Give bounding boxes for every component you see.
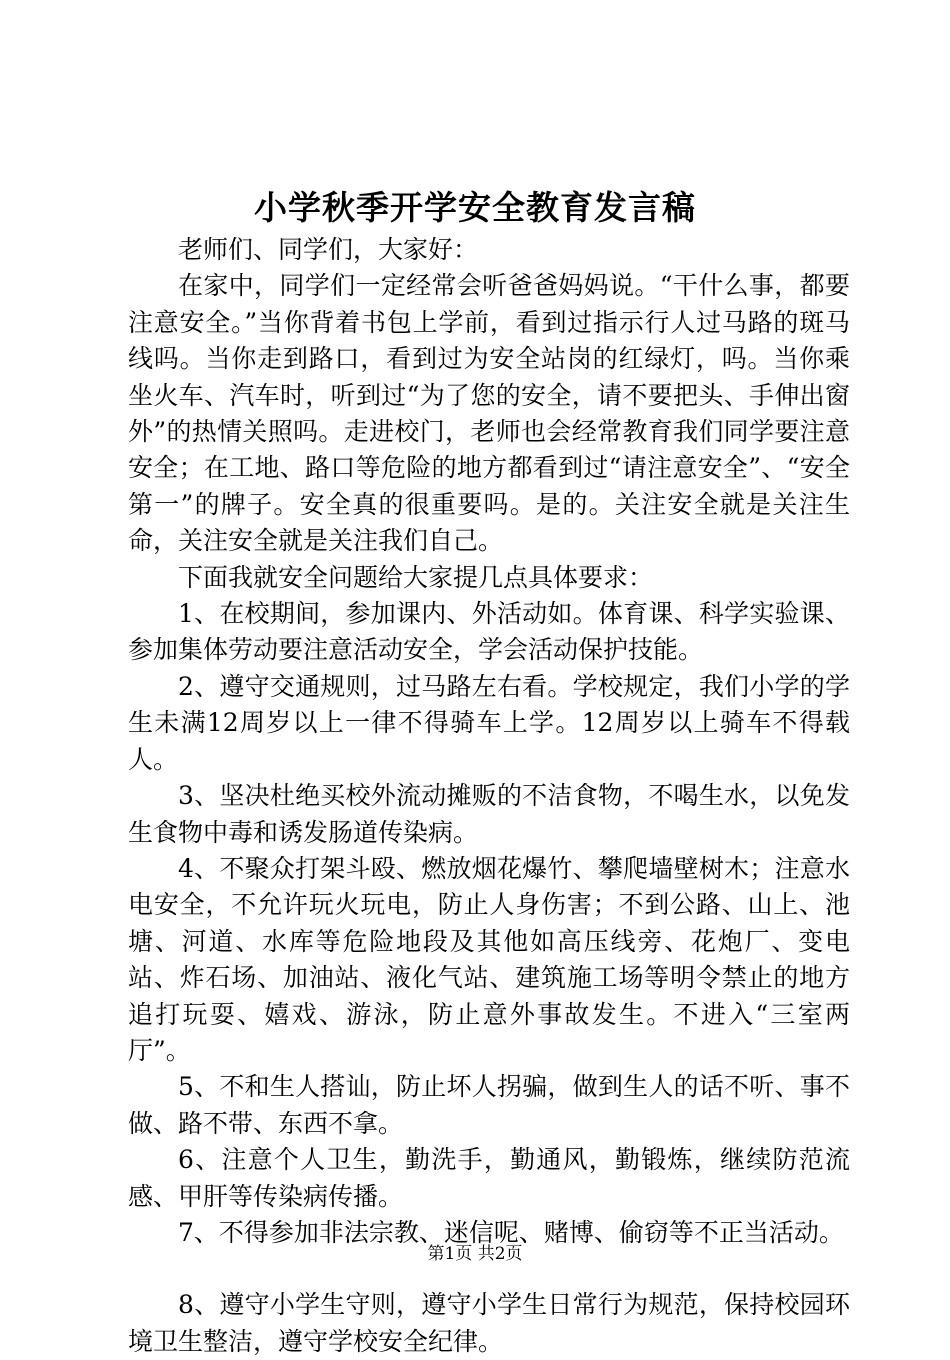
greeting-paragraph: 老师们、同学们，大家好： bbox=[178, 235, 479, 264]
rule-paragraph-2: 2、遵守交通规则，过马路左右看。学校规定，我们小学的学生未满12周岁以上一律不得骑车上学。12周岁以上骑车不得载人。 bbox=[128, 671, 850, 774]
intro-paragraph: 在家中，同学们一定经常会听爸爸妈妈说。“干什么事，都要注意安全。”当你背着书包上学前，看到过指示行人过马路的斑马线吗。当你走到路口，看到过为安全站岗的红绿灯，吗。当你乘坐火车、汽车时，听到过“为了您的安全，请不要把头、手伸出窗外”的热情关照吗。走进校门，老师也会经常教育我们同学要注意安全；在工地、路口等危险的地方都看到过“请注意安全”、“安全第一”的牌子。安全真的很重要吗。是的。关注安全就是关注生命，关注安全就是关注我们自己。 bbox=[128, 271, 850, 556]
rule-paragraph-1: 1、在校期间，参加课内、外活动如。体育课、科学实验课、参加集体劳动要注意活动安全，学会活动保护技能。 bbox=[128, 599, 850, 665]
document-title: 小学秋季开学安全教育发言稿 bbox=[254, 188, 696, 227]
document-body bbox=[128, 232, 850, 1360]
page-footer: 第1页 共2页 bbox=[427, 1244, 523, 1264]
rule-paragraph-8: 8、遵守小学生守则，遵守小学生日常行为规范，保持校园环境卫生整洁，遵守学校安全纪律。 bbox=[128, 1290, 850, 1356]
rule-paragraph-7: 7、不得参加非法宗教、迷信呢、赌博、偷窃等不正当活动。 bbox=[178, 1217, 844, 1247]
requirements-intro-paragraph: 下面我就安全问题给大家提几点具体要求： bbox=[178, 562, 654, 592]
rule-paragraph-3: 3、坚决杜绝买校外流动摊贩的不洁食物，不喝生水，以免发生食物中毒和诱发肠道传染病。 bbox=[128, 781, 850, 847]
rule-paragraph-4: 4、不聚众打架斗殴、燃放烟花爆竹、攀爬墙壁树木；注意水电安全，不允许玩火玩电，防止人身伤害；不到公路、山上、池塘、河道、水库等危险地段及其他如高压线旁、花炮厂、变电站、炸石场、加油站、液化气站、建筑施工场等明令禁止的地方追打玩耍、嬉戏、游泳，防止意外事故发生。不进入“三室两厅”。 bbox=[128, 853, 850, 1065]
rule-paragraph-6: 6、注意个人卫生，勤洗手，勤通风，勤锻炼，继续防范流感、甲肝等传染病传播。 bbox=[128, 1145, 850, 1211]
rule-paragraph-5: 5、不和生人搭讪，防止坏人拐骗，做到生人的话不听、事不做、路不带、东西不拿。 bbox=[128, 1072, 850, 1138]
